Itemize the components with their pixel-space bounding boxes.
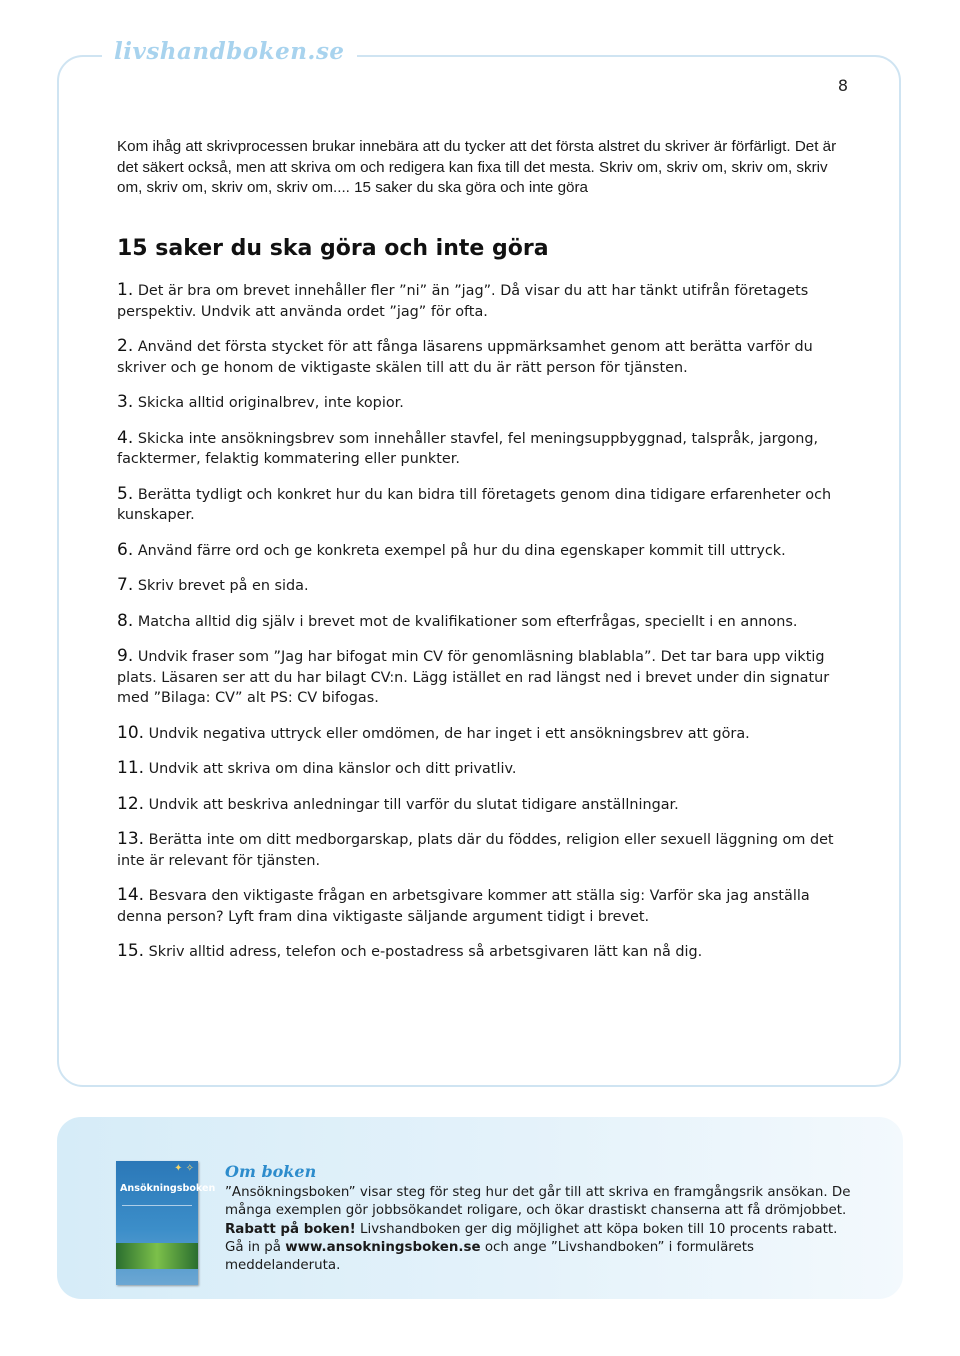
list-item xyxy=(117,392,847,414)
item-text: Berätta tydligt och konkret hur du kan bidra till företagets genom dina tidigare erfarenheter och kunskaper. xyxy=(117,486,832,523)
about-text xyxy=(225,1184,855,1275)
list-item xyxy=(117,484,847,526)
item-number: 14. xyxy=(117,885,145,905)
item-number: 8. xyxy=(117,610,134,631)
star-icon: ✦ ✧ xyxy=(174,1163,194,1174)
item-text: Berätta inte om ditt medborgarskap, plats där du föddes, religion eller sexuell läggning om det inte är relevant för tjänsten. xyxy=(117,832,834,869)
item-text: Undvik fraser som ”Jag har bifogat min CV för genomläsning blablabla”. Det tar bara upp viktig plats. Läsaren ser att du har bilagt CV:n. Lägg istället en rad längst ned i brevet under din signatur med ”Bilaga: CV” alt PS: CV bifogas. xyxy=(117,649,830,706)
discount-text: Livshandboken ger dig möjlighet att köpa boken till 10 procents rabatt. Gå in på xyxy=(225,1221,838,1255)
item-number: 4. xyxy=(117,427,134,448)
about-description: ”Ansökningsboken” visar steg för steg hur det går till att skriva en framgångsrik ansökan. De många exemplen gör jobbsökandet roligare, och ökar drastiskt chanserna att få drömjobbet. xyxy=(225,1185,851,1219)
book-cover-image xyxy=(116,1161,216,1285)
brand-logo: livshandboken.se xyxy=(102,38,357,65)
book-link[interactable]: www.ansokningsboken.se xyxy=(285,1239,481,1255)
item-text: Undvik negativa uttryck eller omdömen, de har inget i ett ansökningsbrev att göra. xyxy=(148,725,750,742)
book-cover-title: Ansökningsboken xyxy=(120,1183,216,1194)
list-item xyxy=(117,885,847,927)
item-text: Skriv alltid adress, telefon och e-postadress så arbetsgivaren lätt kan nå dig. xyxy=(148,944,703,960)
intro-paragraph: Kom ihåg att skrivprocessen brukar innebära att du tycker att det första alstret du skriver är förfärligt. Det är det säkert också, men att skriva om och redigera kan fixa till det mesta. Skriv om, skriv om, skriv om, skriv om, skriv om, skriv om, skriv om.... 15 saker du ska göra och inte göra xyxy=(117,138,837,196)
item-text: Besvara den viktigaste frågan en arbetsgivare kommer att ställa sig: Varför ska jag anställa denna person? Lyft fram dina viktigaste säljande argument tidigt i brevet. xyxy=(117,888,810,925)
item-number: 1. xyxy=(117,280,134,300)
item-number: 9. xyxy=(117,646,134,666)
item-number: 6. xyxy=(117,539,134,560)
list-item xyxy=(117,540,847,562)
item-number: 5. xyxy=(117,483,134,504)
list-item xyxy=(117,280,847,322)
item-text: Skicka alltid originalbrev, inte kopior. xyxy=(137,395,404,411)
item-text: Matcha alltid dig själv i brevet mot de kvalifikationer som efterfrågas, speciellt i en annons. xyxy=(137,613,798,630)
list-item xyxy=(117,829,847,871)
book-cover-strip xyxy=(116,1243,198,1269)
item-text: Skriv brevet på en sida. xyxy=(137,578,309,594)
item-text: Undvik att skriva om dina känslor och ditt privatliv. xyxy=(148,761,517,777)
item-number: 10. xyxy=(117,722,145,743)
page-number: 8 xyxy=(837,76,849,95)
about-title: Om boken xyxy=(225,1162,317,1181)
item-number: 7. xyxy=(117,575,134,595)
list-item xyxy=(117,575,847,597)
item-number: 13. xyxy=(117,829,145,849)
list-item xyxy=(117,758,847,780)
item-number: 11. xyxy=(117,758,145,778)
item-number: 2. xyxy=(117,336,134,356)
item-text: Undvik att beskriva anledningar till varför du slutat tidigare anställningar. xyxy=(148,796,679,813)
item-number: 3. xyxy=(117,392,134,412)
item-text: Använd färre ord och ge konkreta exempel på hur du dina egenskaper kommit till uttryck. xyxy=(137,542,786,559)
discount-instructions: och ange ”Livshandboken” i formulärets meddelanderuta. xyxy=(225,1239,754,1274)
item-text: Det är bra om brevet innehåller fler ”ni” än ”jag”. Då visar du att har tänkt utifrån företagets perspektiv. Undvik att använda ordet ”jag” för ofta. xyxy=(117,283,809,320)
book-cover-subtitle-area xyxy=(122,1205,192,1220)
list-item xyxy=(117,794,847,816)
list-item xyxy=(117,646,847,709)
list-item xyxy=(117,941,847,963)
list-item xyxy=(117,611,847,633)
list-item xyxy=(117,723,847,745)
tips-list xyxy=(117,280,847,977)
about-book-box xyxy=(57,1117,903,1299)
item-number: 15. xyxy=(117,941,145,961)
section-heading: 15 saker du ska göra och inte göra xyxy=(117,236,549,261)
list-item xyxy=(117,336,847,378)
item-text: Skicka inte ansökningsbrev som innehåller stavfel, fel meningsuppbyggnad, talspråk, jargong, facktermer, felaktig kommatering eller punkter. xyxy=(117,430,819,467)
item-number: 12. xyxy=(117,793,145,814)
item-text: Använd det första stycket för att fånga läsarens uppmärksamhet genom att berätta varför du skriver och ge honom de viktigaste skälen till att du är rätt person för tjänsten. xyxy=(117,339,813,376)
list-item xyxy=(117,428,847,470)
discount-label: Rabatt på boken! xyxy=(225,1221,356,1237)
